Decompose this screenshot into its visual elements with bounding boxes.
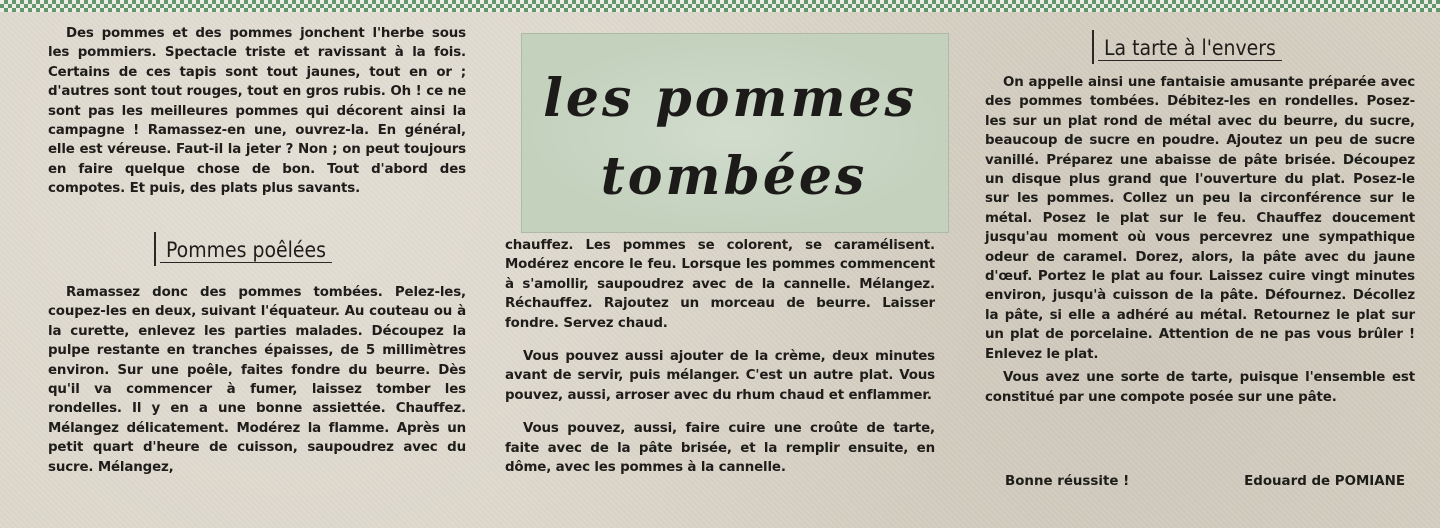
column-left-section [48, 283, 466, 477]
intro-paragraph: Des pommes et des pommes jonchent l'herbe sous les pommiers. Spectacle triste et ravissant à la fois. Certains de ces tapis sont tout jaunes, tout en or ; d'autres sont tout rouges, tout en gros rubis. Oh ! ce ne sont pas les meilleures pommes qui décorent ainsi la campagne ! Ramassez-en une, ouvrez-la. En général, elle est véreuse. Faut-il la jeter ? Non ; on peut toujours en faire quelque chose de bon. Tout d'abord des compotes. Et puis, des plats plus savants. [48, 26, 466, 197]
column-right [985, 73, 1415, 407]
tarte-paragraph-1: On appelle ainsi une fantaisie amusante préparée avec des pommes tombées. Débitez-les en rondelles. Posez-les sur un plat rond de métal avec du beurre, du sucre, beaucoup de sucre en poudre. Ajoutez un peu de sucre vanillé. Préparez une abaisse de pâte brisée. Découpez un disque plus grand que l'ouverture du plat. Posez-le sur les pommes. Collez un peu la circonférence sur le métal. Posez le plat sur le feu. Chauffez doucement jusqu'au moment où vous percevrez une sympathique odeur de caramel. Dorez, alors, la pâte avec du jaune d'œuf. Portez le plat au four. Laissez cuire vingt minutes environ, jusqu'à cuisson de la pâte. Défournez. Décollez la pâte, si elle a adhéré au métal. Retournez le plat sur un plat de porcelaine. Attention de ne pas vous brûler ! Enlevez le plat. [985, 75, 1415, 362]
middle-paragraph-3: Vous pouvez, aussi, faire cuire une croûte de tarte, faite avec de la pâte brisée, et la remplir ensuite, en dôme, avec les pommes à la cannelle. [505, 421, 935, 476]
middle-paragraph-2: Vous pouvez aussi ajouter de la crème, deux minutes avant de servir, puis mélanger. C'est un autre plat. Vous pouvez, aussi, arroser avec du rhum chaud et enflammer. [505, 349, 935, 403]
section-heading-text: La tarte à l'envers [1104, 36, 1276, 60]
author-name: Edouard de POMIANE [1244, 474, 1405, 489]
title-box [521, 33, 949, 233]
title-line-2: tombées [600, 146, 868, 207]
heading-rule [154, 232, 156, 266]
section-heading-pommes-poelees [160, 236, 332, 263]
pommes-poelees-paragraph: Ramassez donc des pommes tombées. Pelez-les, coupez-les en deux, suivant l'équateur. Au couteau ou à la curette, enlevez les parties malades. Découpez la pulpe restante en tranches épaisses, de 5 millimètres environ. Sur une poêle, faites fondre du beurre. Dès qu'il va commencer à fumer, laissez tomber les rondelles. Il y en a une bonne assiettée. Chauffez. Mélangez délicatement. Modérez la flamme. Après un petit quart d'heure de cuisson, saupoudrez avec du sucre. Mélangez, [48, 285, 466, 475]
title-lettering [522, 34, 948, 232]
checkered-border [0, 0, 1440, 12]
column-left [48, 24, 466, 199]
signature-line [1005, 474, 1405, 494]
closing-wish: Bonne réussite ! [1005, 474, 1130, 489]
middle-paragraph-1: chauffez. Les pommes se colorent, se caramélisent. Modérez encore le feu. Lorsque les pommes commencent à s'amollir, saupoudrez avec de la cannelle. Mélangez. Réchauffez. Rajoutez un morceau de beurre. Laisser fondre. Servez chaud. [505, 238, 935, 331]
column-middle [505, 236, 935, 477]
heading-rule [1092, 30, 1094, 64]
section-heading-text: Pommes poêlées [166, 238, 327, 262]
title-line-1: les pommes [543, 68, 917, 129]
section-heading-tarte-envers [1098, 34, 1282, 61]
tarte-paragraph-2: Vous avez une sorte de tarte, puisque l'ensemble est constitué par une compote posée sur une pâte. [985, 370, 1415, 405]
